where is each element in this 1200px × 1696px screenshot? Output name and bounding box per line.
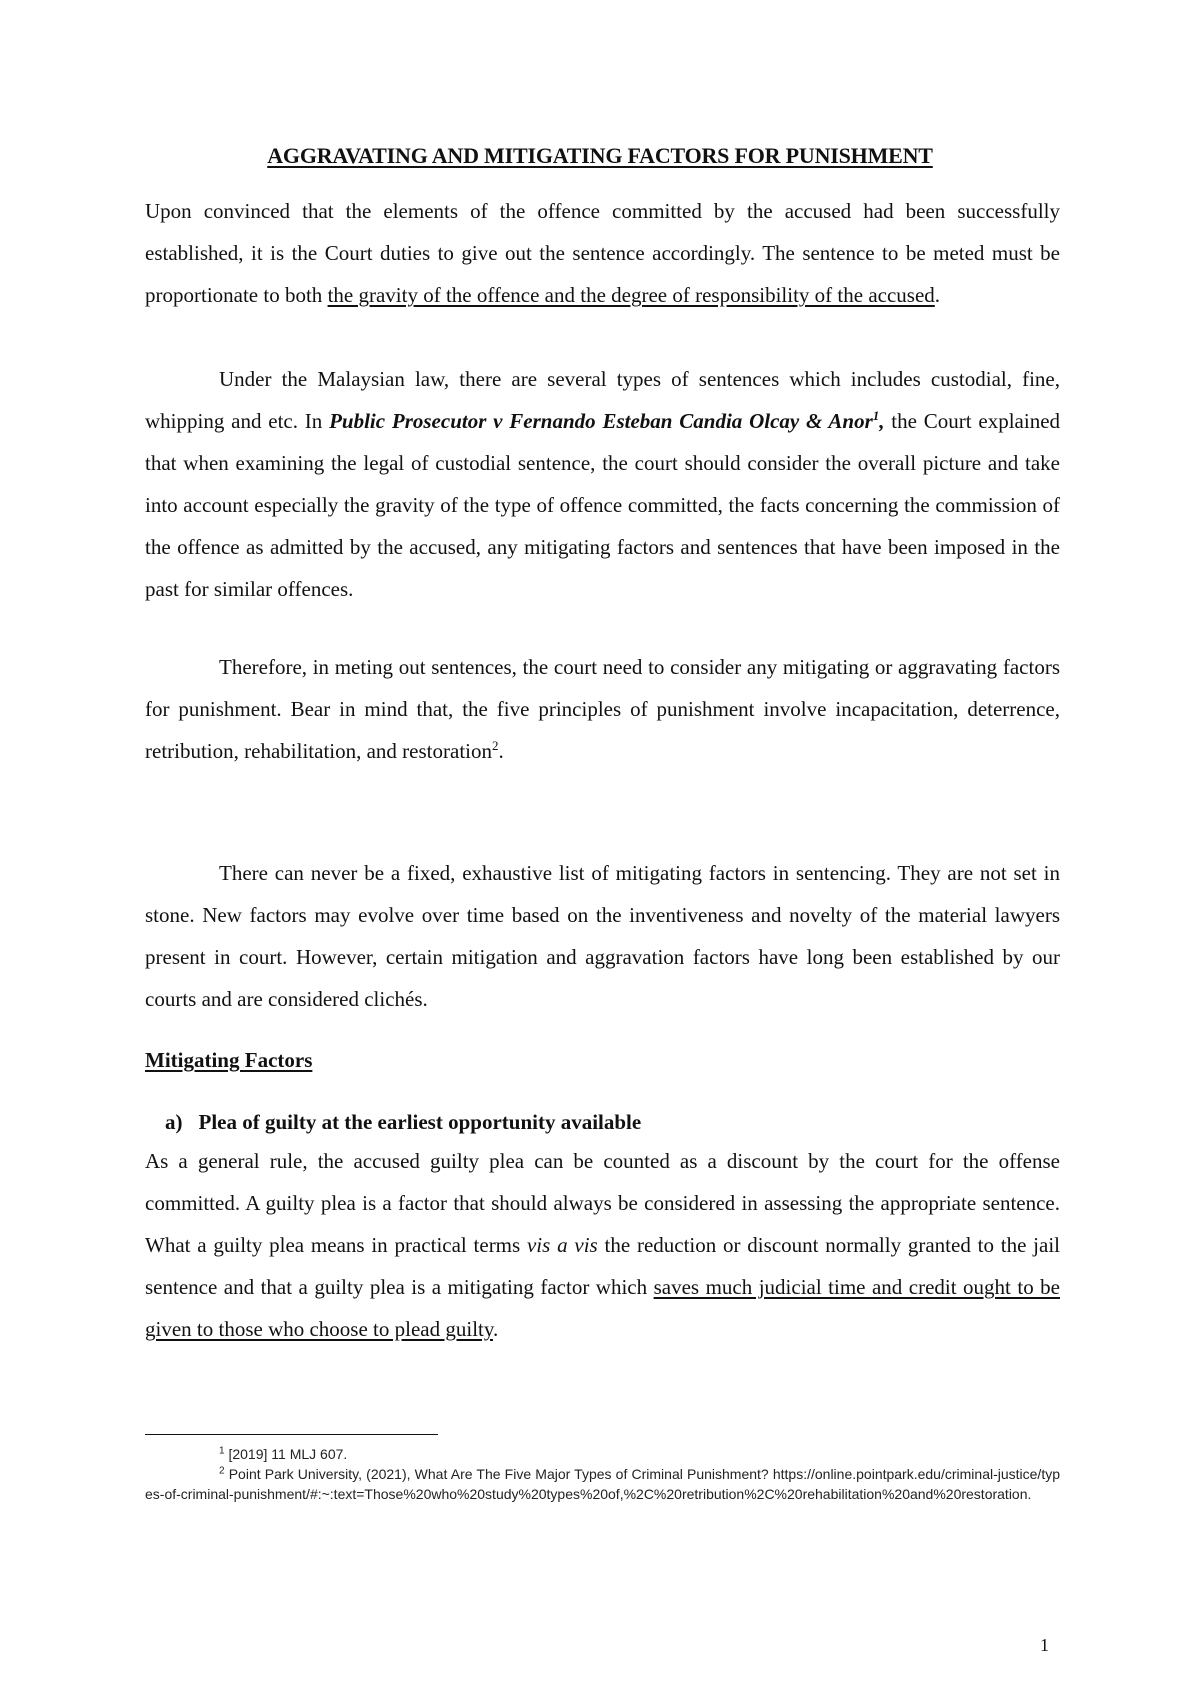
paragraph-text: the Court explained that when examining the legal of custodial sentence, the court should consider the overall picture and take into account especially the gravity of the type of offence committed, the facts concerning the commission of the offence as admitted by the accused, any mitigating factors and sentences that have been imposed in the past for similar offences. [145,409,1061,601]
paragraph-text: Therefore, in meting out sentences, the court need to consider any mitigating or aggravating factors for punishment. Bear in mind that, the five principles of punishment involve incapacitation, deterrence, retribution, rehabilitation, and restoration [145,655,1060,763]
underlined-phrase: the gravity of the offence and the degree of responsibility of the accused [327,283,935,307]
paragraph-mitigating-list [145,852,1060,1020]
subsection-title: Plea of guilty at the earliest opportunity available [198,1110,642,1134]
underlined-phrase: saves much judicial time and credit ought to be given to those who choose to plead guilty [145,1275,1060,1341]
document-title: AGGRAVATING AND MITIGATING FACTORS FOR PUNISHMENT [267,143,933,168]
paragraph-text: . [498,739,504,763]
paragraph-text: Under the Malaysian law, there are several types of sentences which includes custodial, fine, whipping and etc. In [145,367,1060,433]
footnote-number: 1 [219,1445,225,1457]
section-heading: Mitigating Factors [145,1048,313,1072]
footnote-text: Point Park University, (2021), What Are The Five Major Types of Criminal Punishment? https://online.pointpark.edu/criminal-justice/types-of-criminal-punishment/#:~:text=Those%20who%20study%20types%20of,%2C%20retribution%2C%20rehabilitation%20and%20restoration. [145,1466,1060,1502]
paragraph-text: . [493,1317,499,1341]
footnote-separator [145,1434,438,1435]
paragraph-guilty-plea [145,1140,1060,1350]
footnote-ref-1[interactable]: 1 [872,408,880,423]
footnote-1 [145,1444,1060,1464]
paragraph-intro [145,190,1060,316]
footnote-ref-2[interactable]: 2 [491,738,499,753]
footnote-number: 2 [219,1465,225,1477]
paragraph-text: Upon convinced that the elements of the offence committed by the accused had been successfully established, it is the Court duties to give out the sentence accordingly. The sentence to be meted must be proportionate to both [145,199,1060,307]
paragraph-text: . [934,283,941,307]
list-marker: a) [165,1110,183,1134]
paragraph-text: As a general rule, the accused guilty plea can be counted as a discount by the court for the offense committed. A guilty plea is a factor that should always be considered in assessing the appropriate sentence. What a guilty plea means in practical terms [145,1149,1060,1257]
subsection-heading [165,1110,641,1135]
italic-phrase: vis a vis [526,1233,598,1257]
footnotes [145,1444,1060,1504]
paragraph-principles [145,646,1060,772]
paragraph-sentence-types [145,358,1060,610]
paragraph-text: the reduction or discount normally granted to the jail sentence and that a guilty plea is a mitigating factor which [145,1233,1061,1299]
case-citation-end: , [879,409,885,433]
case-citation: Public Prosecutor v Fernando Esteban Candia Olcay & Anor [329,409,873,433]
footnote-2 [145,1464,1060,1504]
page-number: 1 [1040,1635,1049,1655]
footnote-text: [2019] 11 MLJ 607. [228,1446,348,1462]
paragraph-text: There can never be a fixed, exhaustive list of mitigating factors in sentencing. They are not set in stone. New factors may evolve over time based on the inventiveness and novelty of the material lawyers present in court. However, certain mitigation and aggravation factors have long been established by our courts and are considered clichés. [145,861,1060,1011]
